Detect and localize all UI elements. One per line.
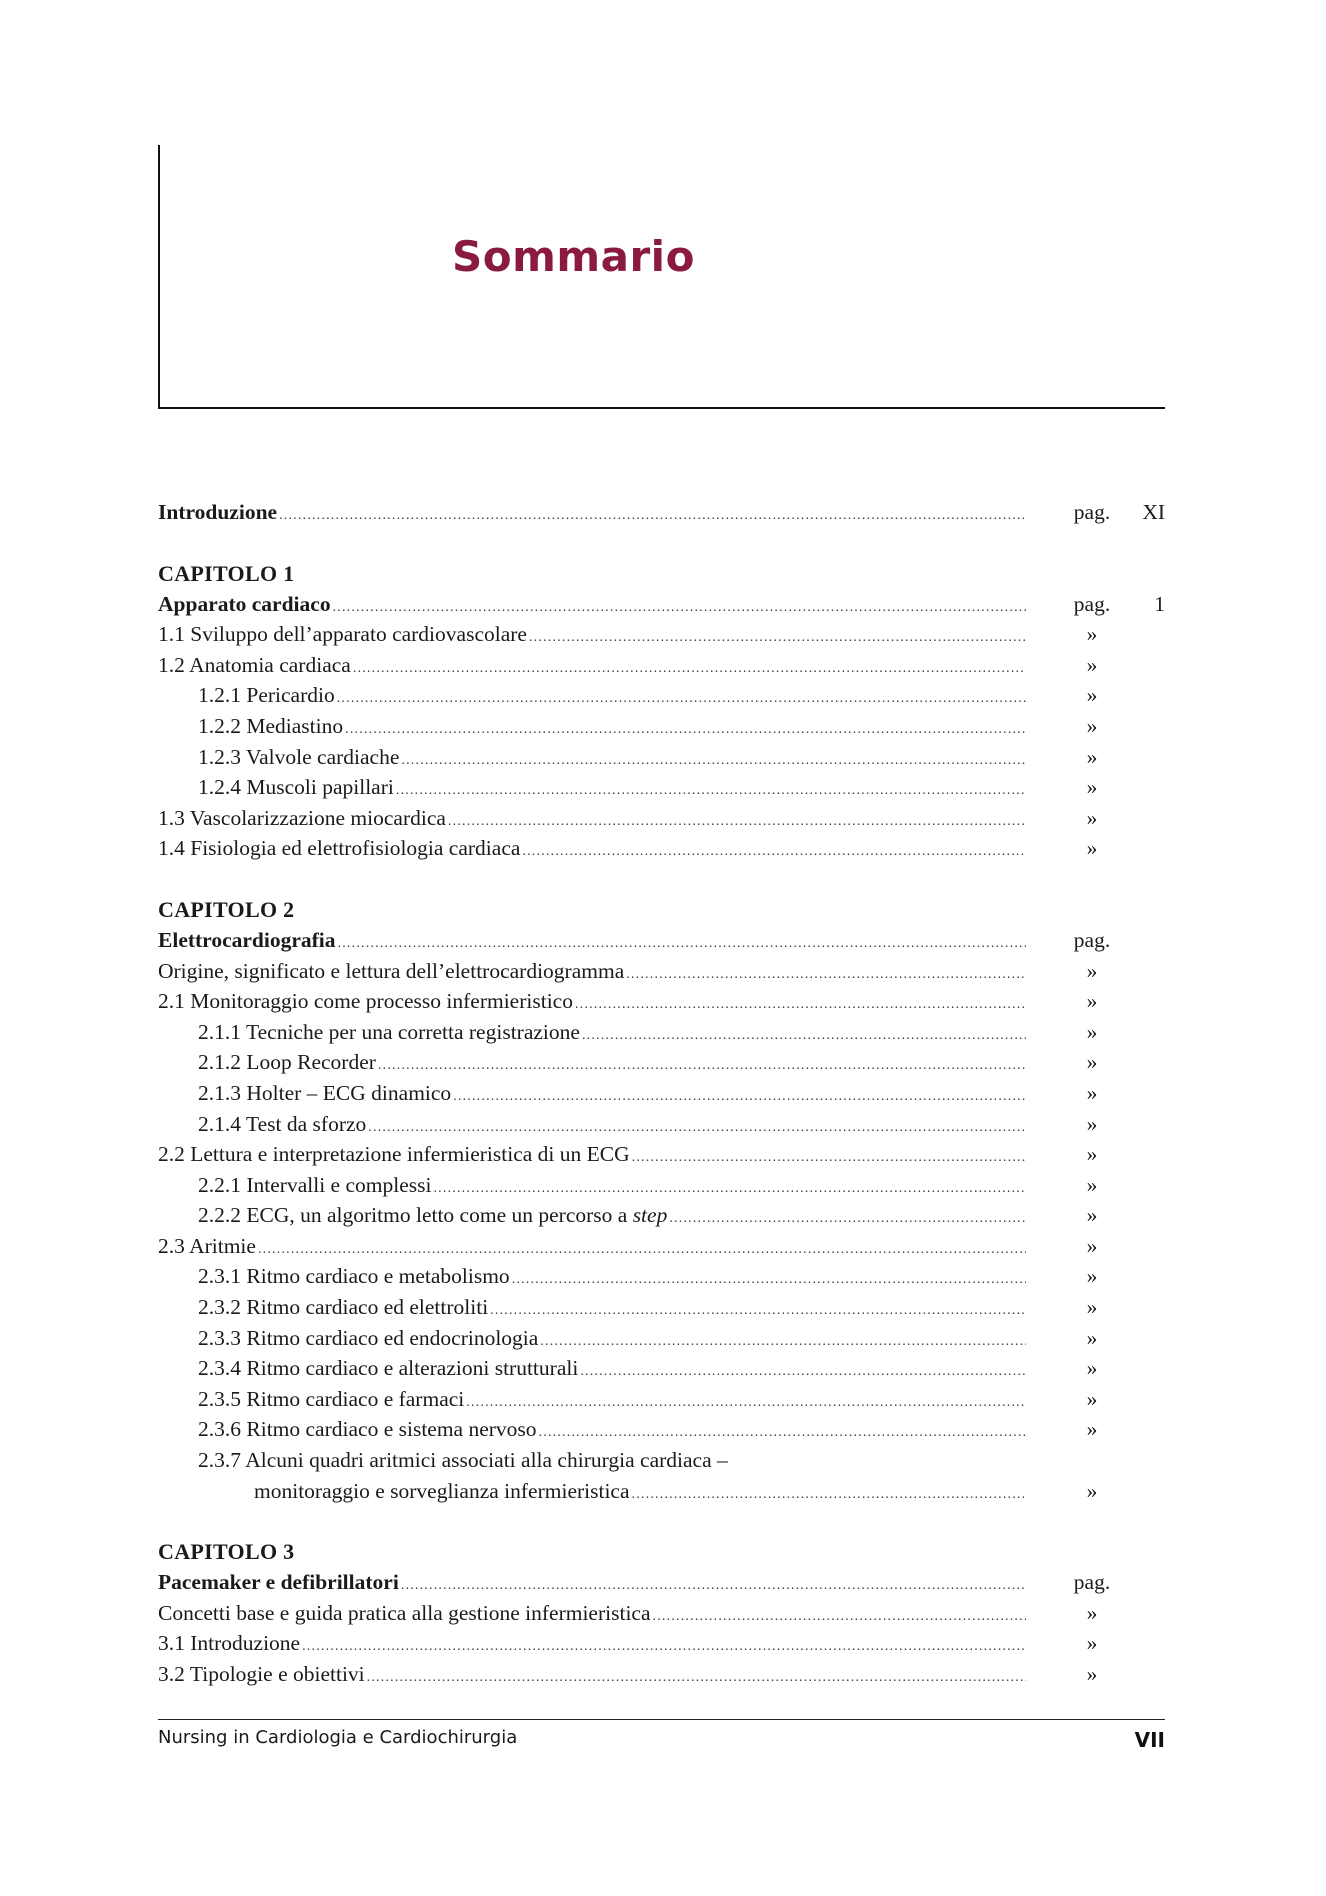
ditto-mark: » [1086, 1662, 1098, 1686]
toc-entry[interactable] [158, 1659, 1165, 1690]
toc-entry-label [158, 1628, 302, 1659]
leader-dots [401, 1571, 1026, 1598]
page-title: Sommario [452, 232, 695, 281]
frame-horizontal-rule [158, 407, 1165, 409]
ditto-mark: » [1086, 1111, 1098, 1136]
toc-entry-label [198, 1170, 433, 1201]
toc-entry-label [198, 742, 401, 773]
leader-dots [279, 501, 1026, 528]
ditto-mark: » [1086, 1264, 1098, 1289]
toc-entry[interactable] [158, 772, 1165, 803]
toc-entry-text: 2.3.2 Ritmo cardiaco ed elettroliti [198, 1295, 489, 1320]
leader-dots [333, 593, 1026, 620]
frame-vertical-rule [158, 145, 160, 409]
ditto-mark: » [1086, 1295, 1098, 1320]
toc-entry-text: 2.3.6 Ritmo cardiaco e sistema nervoso [198, 1417, 537, 1442]
toc-entry-text: 2.3.7 Alcuni quadri aritmici associati alla chirurgia cardiaca – [198, 1448, 728, 1473]
toc-entry-label [198, 1017, 582, 1048]
chapter-title: Apparato cardiaco [158, 591, 331, 616]
leader-dots [522, 837, 1026, 864]
toc-entry-label [198, 1353, 580, 1384]
leader-dots [512, 1265, 1026, 1292]
ditto-mark: » [1086, 1233, 1098, 1258]
toc-entry-label [198, 1261, 512, 1292]
toc-entry-text: 3.2 Tipologie e obiettivi [158, 1662, 365, 1686]
toc-entry[interactable] [158, 1353, 1165, 1384]
toc-entry[interactable] [158, 1476, 1165, 1507]
toc-entry[interactable] [158, 1384, 1165, 1415]
toc-entry[interactable] [158, 680, 1165, 711]
leader-dots [353, 654, 1026, 681]
toc-entry[interactable] [158, 650, 1165, 681]
toc-entry-label [198, 1384, 466, 1415]
toc-entry-text: 2.1.2 Loop Recorder [198, 1050, 376, 1075]
section-gap [158, 1506, 1165, 1536]
section-gap [158, 528, 1165, 558]
toc-entry[interactable] [158, 1109, 1165, 1140]
toc-entry-italic: step [632, 1203, 668, 1228]
toc-entry-text: Origine, significato e lettura dell’elettrocardiogramma [158, 958, 625, 983]
toc-entry-text: 1.2.2 Mediastino [198, 713, 344, 738]
ditto-mark: » [1086, 1019, 1098, 1044]
footer-rule [158, 1719, 1165, 1720]
toc-entry-text: 1.1 Sviluppo dell’apparato cardiovascolare [158, 622, 527, 647]
leader-dots [448, 807, 1026, 834]
toc-entry[interactable] [158, 1598, 1165, 1629]
toc-entry-label [158, 1598, 653, 1629]
toc-entry-text: 1.2.3 Valvole cardiache [198, 744, 400, 769]
toc-entry-text: 2.2.1 Intervalli e complessi [198, 1172, 432, 1197]
toc-entry-text: 2.1.3 Holter – ECG dinamico [198, 1080, 452, 1105]
leader-dots [337, 684, 1026, 711]
chapter-heading: CAPITOLO 1 [158, 560, 295, 586]
toc-entry-introduzione[interactable] [158, 497, 1165, 528]
ditto-mark: » [1086, 1080, 1098, 1105]
toc-entry-text: 2.3.3 Ritmo cardiaco ed endocrinologia [198, 1325, 539, 1350]
leader-dots [653, 1602, 1026, 1629]
chapter-title-row[interactable] [158, 925, 1165, 956]
ditto-mark: » [1086, 989, 1098, 1014]
ditto-mark: » [1086, 1050, 1098, 1075]
ditto-mark: » [1086, 1172, 1098, 1197]
toc-entry[interactable] [158, 711, 1165, 742]
page-prefix: pag. [1073, 500, 1111, 524]
toc-entry[interactable] [158, 986, 1165, 1017]
page-number: XI [1142, 500, 1165, 524]
toc-entry-label [158, 619, 529, 650]
toc-entry[interactable] [158, 1170, 1165, 1201]
ditto-mark: » [1086, 1356, 1098, 1381]
toc-entry-text: 2.1.1 Tecniche per una corretta registrazione [198, 1019, 580, 1044]
toc-entry-label [198, 1445, 730, 1476]
toc-entry-text: 2.2 Lettura e interpretazione infermieristica di un ECG [158, 1142, 630, 1167]
page-prefix: pag. [1073, 1570, 1111, 1595]
leader-dots [433, 1174, 1026, 1201]
toc-entry[interactable] [158, 1628, 1165, 1659]
section-gap [158, 864, 1165, 894]
ditto-mark: » [1086, 805, 1098, 830]
ditto-mark: » [1086, 652, 1098, 677]
ditto-mark: » [1086, 713, 1098, 738]
toc-entry-text: 2.1.4 Test da sforzo [198, 1111, 367, 1136]
toc-entry[interactable] [158, 803, 1165, 834]
leader-dots [626, 960, 1026, 987]
toc-entry-label: Introduzione [158, 500, 278, 524]
ditto-mark: » [1086, 775, 1098, 800]
ditto-mark: » [1086, 1417, 1098, 1442]
toc-entry-text: monitoraggio e sorveglianza infermieristica [254, 1478, 630, 1503]
toc-entry-text: 2.2.2 ECG, un algoritmo letto come un percorso a [198, 1203, 633, 1228]
ditto-mark: » [1086, 1478, 1098, 1503]
toc-entry-text: 3.1 Introduzione [158, 1631, 301, 1656]
toc-entry[interactable] [158, 1017, 1165, 1048]
toc-entry-text: 1.3 Vascolarizzazione miocardica [158, 805, 446, 830]
ditto-mark: » [1086, 1600, 1098, 1625]
leader-dots [669, 1204, 1026, 1231]
toc-entry-label [198, 711, 345, 742]
toc-entry[interactable] [158, 1414, 1165, 1445]
ditto-mark: » [1086, 1386, 1098, 1411]
leader-dots [490, 1296, 1026, 1323]
toc-entry-label [158, 833, 522, 864]
chapter-title-row[interactable] [158, 1567, 1165, 1598]
toc-entry-text: 2.3.4 Ritmo cardiaco e alterazioni strutturali [198, 1356, 579, 1381]
toc-entry-label [198, 1200, 669, 1231]
leader-dots [582, 1021, 1026, 1048]
toc-entry-label [198, 1292, 490, 1323]
toc-entry-text: 2.3.1 Ritmo cardiaco e metabolismo [198, 1264, 510, 1289]
toc-entry-label [198, 1078, 453, 1109]
leader-dots [302, 1632, 1026, 1659]
toc-entry[interactable] [158, 619, 1165, 650]
leader-dots [540, 1327, 1026, 1354]
chapter-title: Pacemaker e defibrillatori [158, 1570, 399, 1595]
toc-entry[interactable] [158, 742, 1165, 773]
page-number: 1 [1154, 591, 1165, 616]
footer-page-number: VII [1134, 1728, 1165, 1752]
ditto-mark: » [1086, 622, 1098, 647]
chapter-title: Elettrocardiografia [158, 927, 336, 952]
toc-entry-text: Concetti base e guida pratica alla gestione infermieristica [158, 1600, 651, 1625]
chapter-heading: CAPITOLO 3 [158, 1539, 295, 1565]
ditto-mark: » [1086, 744, 1098, 769]
toc-entry[interactable] [158, 1078, 1165, 1109]
table-of-contents [158, 497, 1165, 1690]
toc-entry-label [158, 956, 626, 987]
toc-entry-label [198, 1414, 539, 1445]
leader-dots [580, 1357, 1026, 1384]
toc-entry-text: 1.2 Anatomia cardiaca [158, 652, 351, 677]
toc-entry-label [198, 772, 396, 803]
leader-dots [539, 1418, 1026, 1445]
leader-dots [367, 1663, 1026, 1690]
toc-entry-text: 2.1 Monitoraggio come processo infermieristico [158, 989, 573, 1014]
toc-entry-label [254, 1476, 632, 1507]
leader-dots [396, 776, 1026, 803]
leader-dots [632, 1143, 1026, 1170]
leader-dots [466, 1388, 1026, 1415]
toc-entry[interactable] [158, 1139, 1165, 1170]
ditto-mark: » [1086, 1631, 1098, 1656]
toc-entry-label [158, 1139, 632, 1170]
leader-dots [529, 623, 1026, 650]
toc-entry-label [198, 680, 337, 711]
leader-dots [401, 746, 1026, 773]
footer-book-title: Nursing in Cardiologia e Cardiochirurgia [158, 1727, 518, 1748]
toc-entry[interactable] [158, 1047, 1165, 1078]
ditto-mark: » [1086, 1325, 1098, 1350]
toc-entry-label [158, 1659, 367, 1690]
ditto-mark: » [1086, 1203, 1098, 1228]
page-prefix: pag. [1073, 927, 1111, 952]
toc-entry-label [158, 650, 353, 681]
toc-entry[interactable] [158, 1292, 1165, 1323]
ditto-mark: » [1086, 1142, 1098, 1167]
toc-entry[interactable] [158, 833, 1165, 864]
toc-entry-text: 2.3 Aritmie [158, 1233, 256, 1258]
leader-dots [258, 1235, 1026, 1262]
toc-entry-text: 1.2.4 Muscoli papillari [198, 775, 394, 800]
leader-dots [368, 1113, 1026, 1140]
leader-dots [338, 929, 1026, 956]
toc-entry[interactable] [158, 956, 1165, 987]
page-prefix: pag. [1073, 591, 1111, 616]
toc-entry-text: 1.2.1 Pericardio [198, 683, 335, 708]
toc-entry-label [198, 1047, 378, 1078]
toc-entry[interactable] [158, 1231, 1165, 1262]
toc-entry[interactable] [158, 1445, 1165, 1476]
leader-dots [345, 715, 1026, 742]
toc-entry-text: 2.3.5 Ritmo cardiaco e farmaci [198, 1386, 465, 1411]
toc-entry-label [158, 986, 575, 1017]
toc-entry-text: 1.4 Fisiologia ed elettrofisiologia cardiaca [158, 836, 521, 861]
leader-dots [453, 1082, 1026, 1109]
chapter-title-row[interactable] [158, 589, 1165, 620]
leader-dots [632, 1480, 1026, 1507]
toc-entry-label [158, 803, 448, 834]
ditto-mark: » [1086, 958, 1098, 983]
toc-entry[interactable] [158, 1261, 1165, 1292]
toc-entry-label [198, 1323, 540, 1354]
toc-entry[interactable] [158, 1200, 1165, 1231]
ditto-mark: » [1086, 836, 1098, 861]
leader-dots [378, 1051, 1026, 1078]
ditto-mark: » [1086, 683, 1098, 708]
chapter-heading: CAPITOLO 2 [158, 896, 295, 922]
leader-dots [575, 990, 1026, 1017]
toc-entry-label [198, 1109, 368, 1140]
toc-entry[interactable] [158, 1323, 1165, 1354]
toc-entry-label [158, 1231, 258, 1262]
